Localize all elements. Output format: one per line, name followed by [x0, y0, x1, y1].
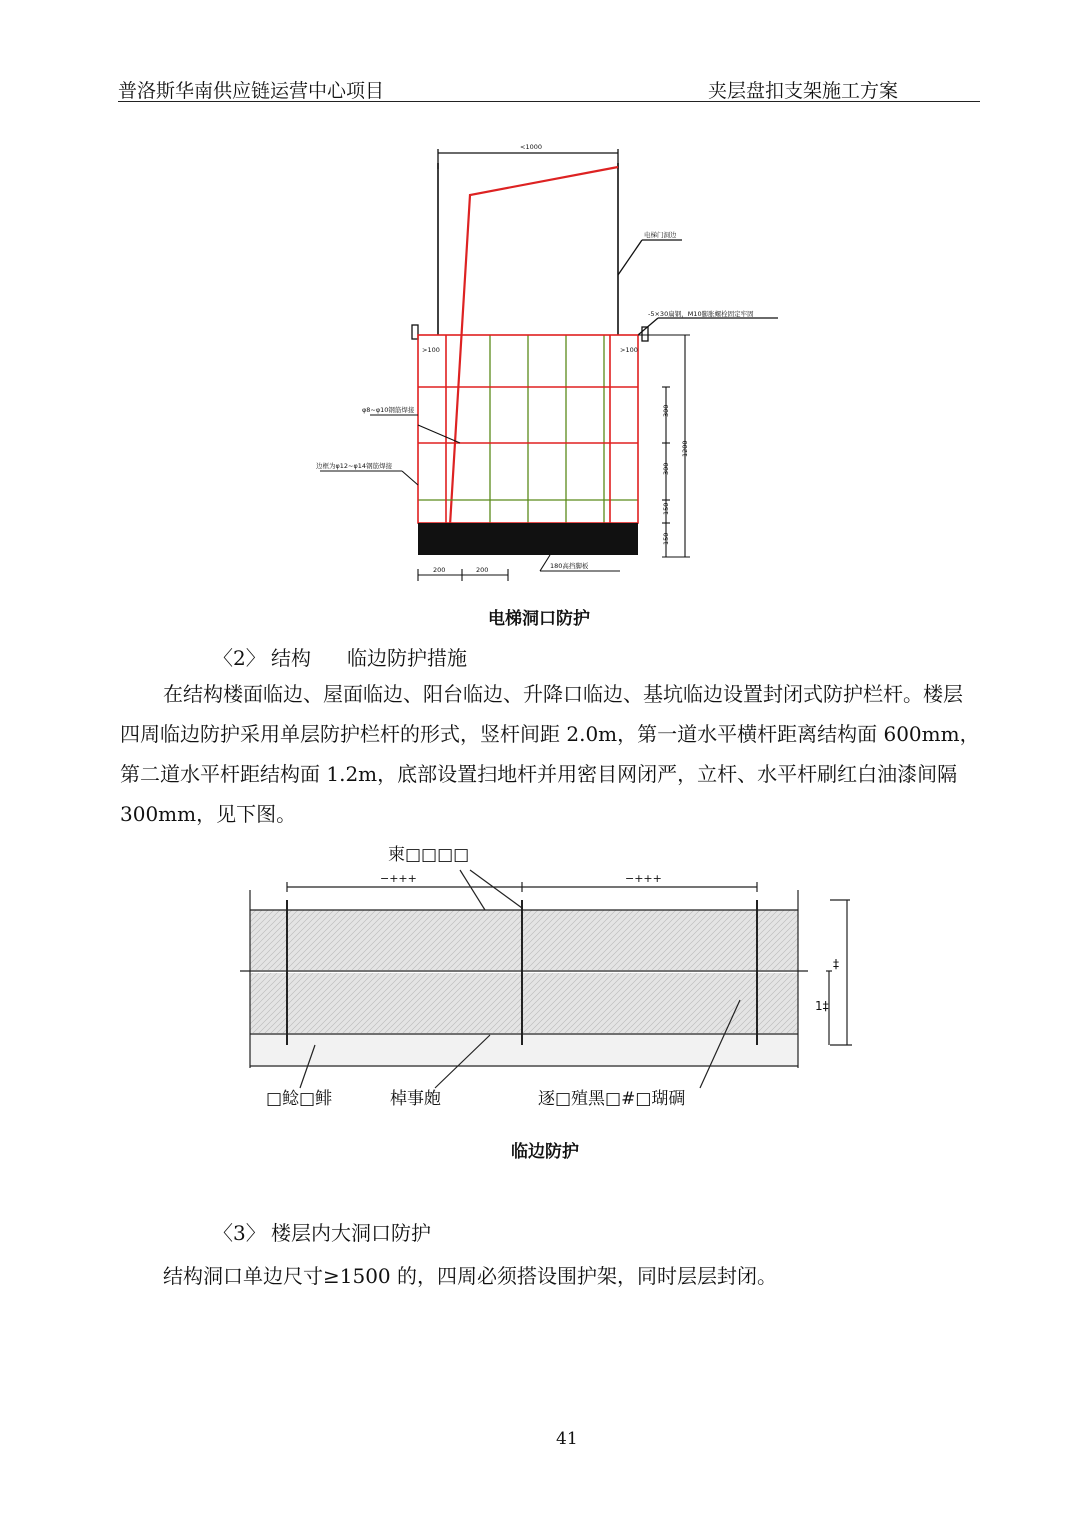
section3-body: 结构洞口单边尺寸≥1500 的，四周必须搭设围护架，同时层层封闭。 — [163, 1264, 778, 1288]
mesh-panel-upper — [250, 910, 798, 970]
header-rule — [118, 101, 980, 102]
section3-title: 楼层内大洞口防护 — [271, 1221, 431, 1245]
dim-vertical-2: 1‡ — [815, 999, 829, 1013]
label-top: 柬□□□□ — [388, 845, 470, 865]
dim-300-b: 300 — [662, 462, 670, 475]
header-document-title: 夹层盘扣支架施工方案 — [708, 80, 899, 102]
toe-board — [418, 523, 638, 555]
section2-title-b: 临边防护措施 — [347, 646, 467, 670]
section3-number: 〈3〉 — [213, 1221, 266, 1245]
section2-number: 〈2〉 — [213, 646, 266, 670]
dim-300-a: 300 — [662, 404, 670, 417]
dim-150-a: 150 — [662, 502, 670, 515]
edge-protection-diagram — [230, 840, 860, 1120]
dim-150-b: 150 — [662, 532, 670, 545]
section2-title-a: 结构 — [271, 646, 311, 670]
label-inner-rebar: φ8~φ10钢筋焊接 — [362, 406, 415, 414]
label-bottom-2: 棹事皰 — [390, 1089, 441, 1109]
dim-bottom-a: 200 — [433, 566, 446, 574]
label-door-edge: 电梯门洞边 — [644, 231, 677, 239]
label-bottom-3: 逐□殖黑□#□瑚碉 — [538, 1089, 686, 1109]
dim-span-right: −+++ — [625, 872, 662, 885]
label-left-gap: >100 — [422, 346, 440, 354]
mesh-panel-lower — [250, 973, 798, 1033]
floor-slab — [250, 1033, 798, 1065]
figure2-caption: 临边防护 — [511, 1142, 579, 1162]
figure1-caption: 电梯洞口防护 — [488, 609, 590, 629]
dim-vertical-1: ‡ — [833, 957, 839, 971]
header-project-name: 普洛斯华南供应链运营中心项目 — [118, 80, 385, 102]
label-frame-rebar: 边框为φ12~φ14钢筋焊接 — [316, 462, 393, 470]
section2-body — [120, 674, 980, 834]
dim-total: 1200 — [681, 440, 689, 457]
label-flat-steel: -5×30扁钢，M10膨胀螺栓固定牢固 — [648, 310, 754, 318]
label-bottom-1: □鲶□鲱 — [266, 1089, 333, 1109]
gate-swing-line — [450, 167, 618, 525]
elevator-opening-diagram — [290, 135, 790, 595]
dim-span-left: −+++ — [380, 872, 417, 885]
label-right-gap: >100 — [620, 346, 638, 354]
section2-body-text: 在结构楼面临边、屋面临边、阳台临边、升降口临边、基坑临边设置封闭式防护栏杆。楼层四周临边防护采用单层防护栏杆的形式，竖杆间距 2.0m，第一道水平横杆距离结构面 600mm，第二道水平杆距结构面 1.2m，底部设置扫地杆并用密目网闭严，立杆、水平杆刷红白油漆间隔 300mm，见下图。 — [120, 682, 980, 826]
dim-bottom-b: 200 — [476, 566, 489, 574]
page-number: 41 — [556, 1429, 578, 1449]
section3-heading — [213, 1217, 431, 1246]
section2-heading — [213, 642, 467, 671]
dim-top: <1000 — [520, 143, 542, 151]
label-toe-board: 180高挡脚板 — [550, 562, 589, 570]
